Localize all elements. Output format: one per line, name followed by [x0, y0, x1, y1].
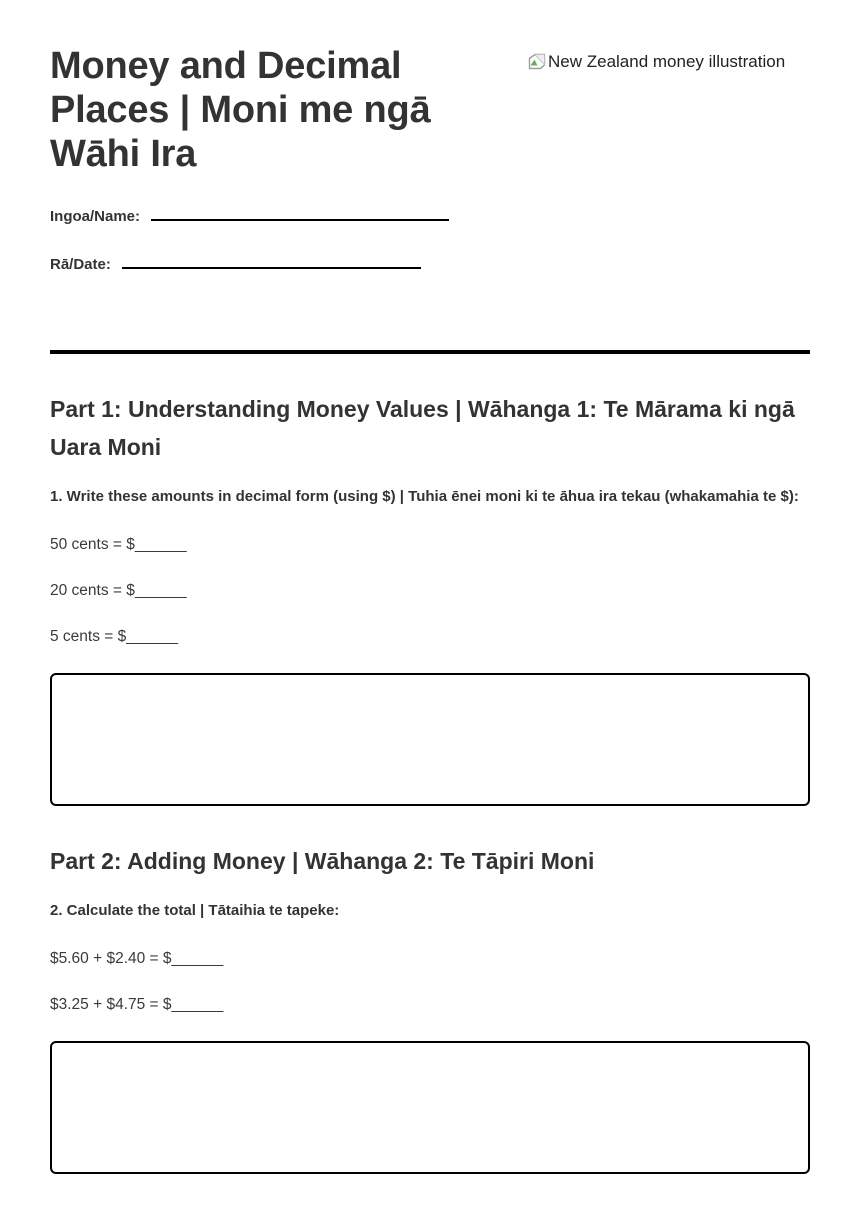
- name-input-line[interactable]: [151, 208, 449, 221]
- page-title: Money and Decimal Places | Moni me ngā Wāhi Ira: [50, 45, 431, 175]
- answer-line-sum1[interactable]: $5.60 + $2.40 = $______: [50, 950, 224, 967]
- date-field-row: [50, 255, 810, 274]
- part1-heading: Part 1: Understanding Money Values | Wāhanga 1: Te Mārama ki ngā Uara Moni: [50, 396, 795, 460]
- answer-line-5-cents[interactable]: 5 cents = $______: [50, 628, 178, 645]
- header-image-placeholder: [528, 44, 810, 72]
- section-divider: [50, 350, 810, 354]
- answer-line-20-cents[interactable]: 20 cents = $______: [50, 582, 187, 599]
- answer-line-sum2[interactable]: $3.25 + $4.75 = $______: [50, 996, 224, 1013]
- date-input-line[interactable]: [122, 256, 421, 269]
- name-field-row: [50, 207, 810, 226]
- broken-image-icon: [528, 53, 547, 70]
- part2-question: 2. Calculate the total | Tātaihia te tapeke:: [50, 902, 340, 919]
- part1-work-box[interactable]: [50, 673, 810, 806]
- header: [50, 44, 810, 176]
- date-label: Rā/Date:: [50, 256, 111, 273]
- name-label: Ingoa/Name:: [50, 208, 141, 225]
- answer-line-50-cents[interactable]: 50 cents = $______: [50, 536, 187, 553]
- part2-work-box[interactable]: [50, 1041, 810, 1174]
- student-fields: [50, 207, 810, 274]
- part2-heading: Part 2: Adding Money | Wāhanga 2: Te Tāpiri Moni: [50, 848, 595, 874]
- image-alt-text: New Zealand money illustration: [548, 52, 786, 71]
- part1-question: 1. Write these amounts in decimal form (using $) | Tuhia ēnei moni ki te āhua ira tekau (whakamahia te $):: [50, 488, 799, 505]
